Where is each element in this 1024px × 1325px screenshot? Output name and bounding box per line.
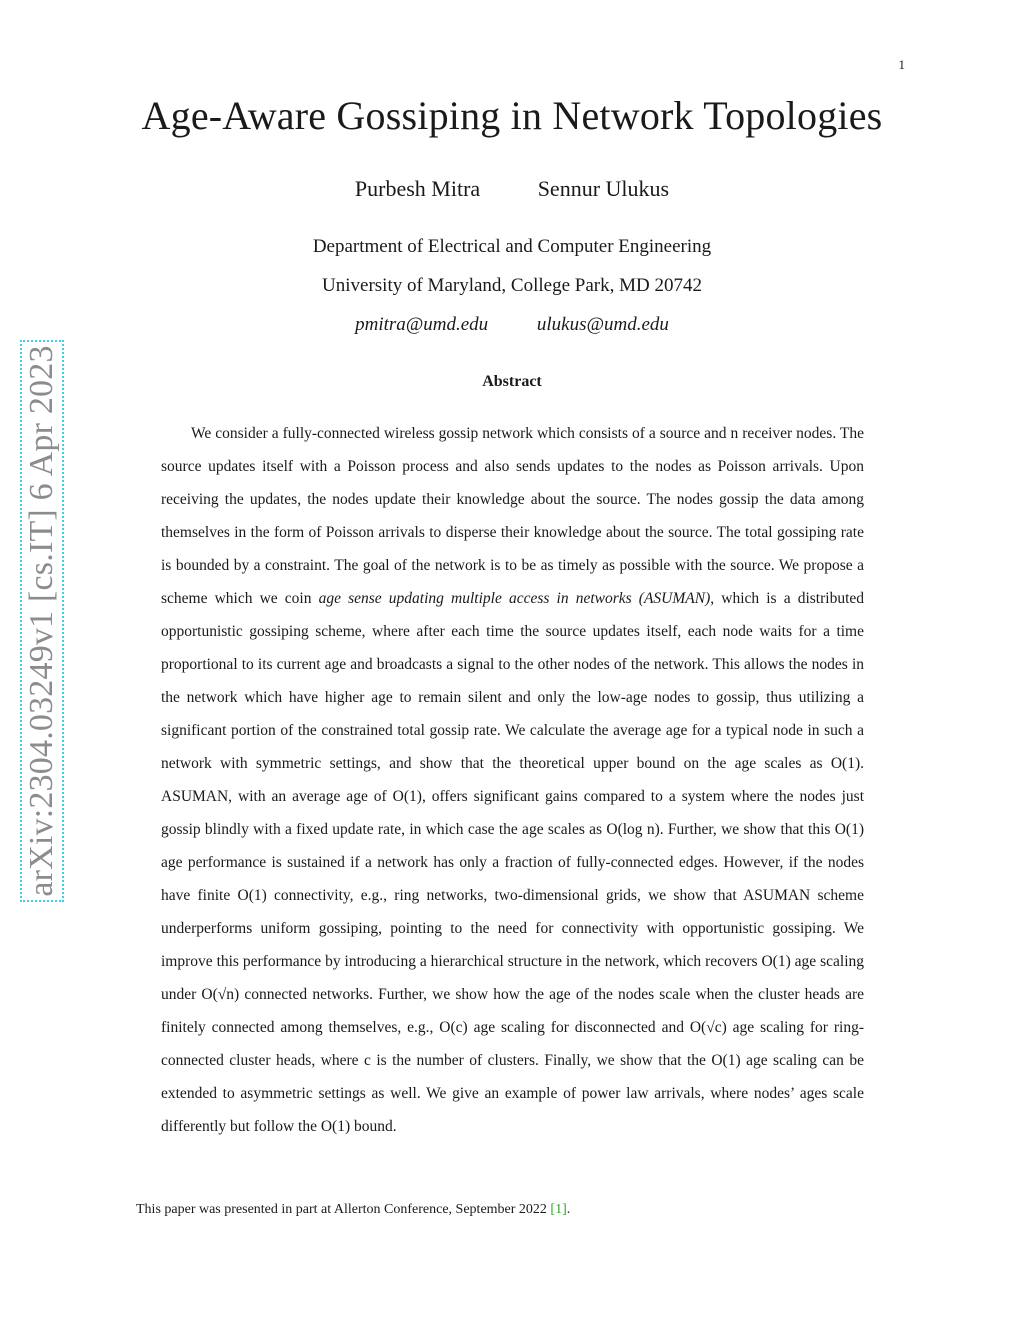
abstract-heading: Abstract <box>482 373 542 390</box>
author-list <box>0 176 1024 202</box>
author-emails <box>0 314 1024 336</box>
footnote-text: This paper was presented in part at Allerton Conference, September 2022 <box>136 1202 551 1217</box>
abstract-text-part: We consider a fully-connected wireless gossip network which consists of a source and n receiver nodes. The source updates itself with a Poisson process and also sends updates to the nodes as Poisson arrivals. Upon receiving the updates, the nodes update their knowledge about the source. The nodes gossip the data among themselves in the form of Poisson arrivals to disperse their knowledge about the source. The total gossiping rate is bounded by a constraint. The goal of the network is to be as timely as possible with the source. We propose a scheme which we coin <box>161 425 864 607</box>
author-email[interactable]: ulukus@umd.edu <box>536 314 669 335</box>
author-email[interactable]: pmitra@umd.edu <box>355 314 489 335</box>
affiliation-department: Department of Electrical and Computer Engineering <box>312 236 712 257</box>
abstract-text-part: , which is a distributed opportunistic gossiping scheme, where after each time the source updates itself, each node waits for a time proportional to its current age and broadcasts a signal to the other nodes of the network. This allows the nodes in the network which have higher age to remain silent and only the low-age nodes to gossip, thus utilizing a significant portion of the constrained total gossip rate. We calculate the average age for a typical node in such a network with symmetric settings, and show that the theoretical upper bound on the age scales as O(1). ASUMAN, with an average age of O(1), offers significant gains compared to a system where the nodes just gossip blindly with a fixed update rate, in which case the age scales as O(log n). Further, we show that this O(1) age performance is sustained if a network has only a fraction of fully-connected edges. However, if the nodes have finite O(1) connectivity, e.g., ring networks, two-dimensional grids, we show that ASUMAN scheme underperforms uniform gossiping, pointing to the need for connectivity with opportunistic gossiping. We improve this performance by introducing a hierarchical structure in the network, which recovers O(1) age scaling under O(√n) connected networks. Further, we show how the age of the nodes scale when the cluster heads are finitely connected among themselves, e.g., O(c) age scaling for disconnected and O(√c) age scaling for ring-connected cluster heads, where c is the number of clusters. Finally, we show that the O(1) age scaling can be extended to asymmetric settings as well. We give an example of power law arrivals, where nodes’ ages scale differently but follow the O(1) bound. <box>161 590 865 1135</box>
paper-title: Age-Aware Gossiping in Network Topologies <box>141 93 883 138</box>
page-number: 1 <box>898 57 905 72</box>
citation-link[interactable]: [1] <box>550 1202 567 1217</box>
author-name: Purbesh Mitra <box>354 176 481 201</box>
footnote <box>136 1202 570 1218</box>
affiliation-university: University of Maryland, College Park, MD 20742 <box>322 275 702 296</box>
author-name: Sennur Ulukus <box>537 176 670 201</box>
arxiv-stamp[interactable] <box>20 340 64 902</box>
arxiv-identifier: arXiv:2304.03249v1 [cs.IT] 6 Apr 2023 <box>23 345 60 897</box>
abstract-text <box>161 417 864 1143</box>
footnote-end: . <box>566 1202 571 1217</box>
abstract-italic-term: age sense updating multiple access in networks (ASUMAN) <box>318 590 711 607</box>
